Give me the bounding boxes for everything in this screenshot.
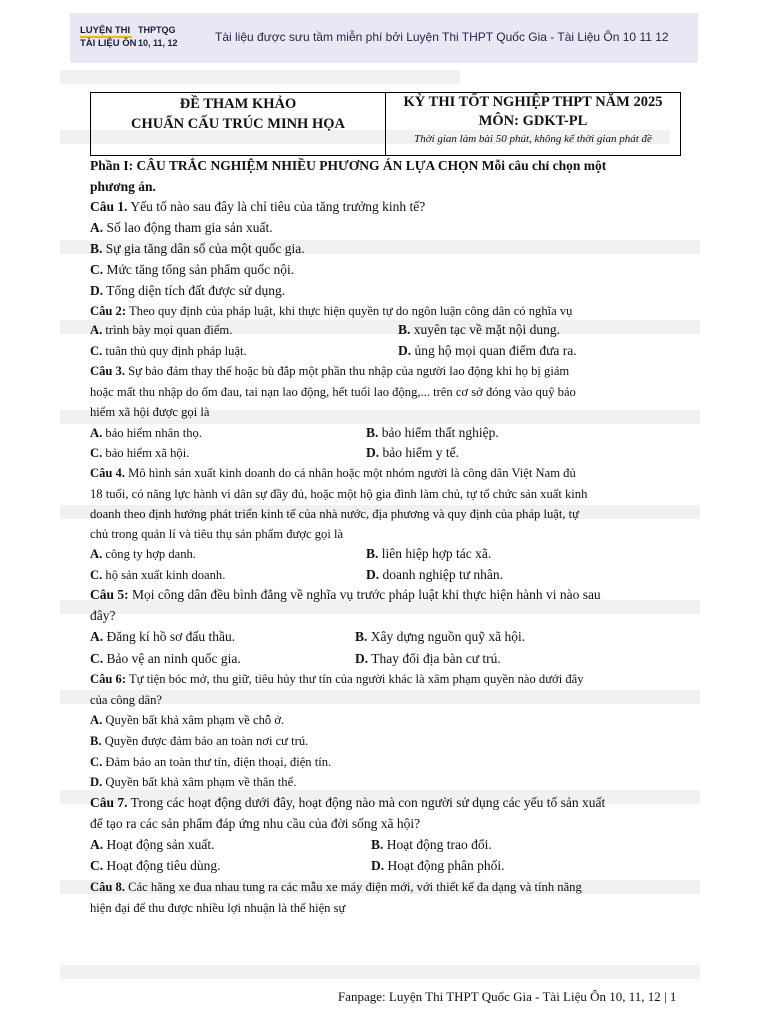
option-key: D. bbox=[90, 775, 103, 789]
option-key: A. bbox=[90, 713, 103, 727]
option-text: bảo hiểm nhân thọ. bbox=[102, 426, 202, 440]
question-text-cont: hiểm xã hội được gọi là bbox=[90, 405, 210, 419]
answer-option bbox=[366, 566, 503, 584]
option-key: B. bbox=[355, 629, 368, 644]
answer-option bbox=[90, 545, 196, 563]
option-text: Mức tăng tổng sản phẩm quốc nội. bbox=[103, 262, 295, 277]
option-key: C. bbox=[90, 262, 104, 277]
option-text: Hoạt động phân phối. bbox=[384, 858, 505, 873]
question-text: Mọi công dân đều bình đẳng về nghĩa vụ trước pháp luật khi thực hiện hành vi nào sau bbox=[128, 587, 601, 602]
answer-option bbox=[355, 650, 501, 668]
answer-option bbox=[90, 240, 305, 258]
option-key: C. bbox=[90, 568, 103, 582]
answer-option bbox=[355, 628, 525, 646]
option-text: Thay đổi địa bàn cư trú. bbox=[368, 651, 501, 666]
part1-heading-cont bbox=[90, 178, 156, 196]
logo-line1: LUYỆN THI bbox=[80, 25, 131, 36]
question-label: Câu 2: bbox=[90, 304, 127, 318]
answer-option bbox=[366, 545, 491, 563]
part1-title: Phần I: CÂU TRẮC NGHIỆM NHIỀU PHƯƠNG ÁN LỰA CHỌN bbox=[90, 158, 479, 173]
question-stem bbox=[90, 670, 584, 688]
question-text-cont: đây? bbox=[90, 608, 116, 623]
question-text: Mô hình sản xuất kinh doanh do cá nhân hoặc một nhóm người là công dân Việt Nam đủ bbox=[125, 466, 576, 480]
option-text: doanh nghiệp tư nhân. bbox=[379, 567, 504, 582]
option-text: Số lao động tham gia sản xuất. bbox=[103, 220, 273, 235]
option-key: B. bbox=[366, 425, 379, 440]
question-text-cont: hoặc mất thu nhập do ốm đau, tai nạn lao động, hết tuổi lao động,... trên cơ sở đóng vào quỹ bảo bbox=[90, 385, 576, 399]
question-label: Câu 6: bbox=[90, 672, 127, 686]
option-text: Quyền bất khả xâm phạm về thân thể. bbox=[102, 775, 297, 789]
question-stem bbox=[90, 464, 576, 482]
option-text: bảo hiểm y tế. bbox=[379, 445, 459, 460]
logo-side1: THPTQG bbox=[138, 25, 176, 35]
option-key: A. bbox=[90, 547, 103, 561]
option-text: Sự gia tăng dân số của một quốc gia. bbox=[102, 241, 305, 256]
logo-side2: 10, 11, 12 bbox=[138, 38, 178, 48]
option-text: Hoạt động sản xuất. bbox=[103, 837, 215, 852]
answer-option bbox=[90, 711, 284, 729]
question-stem bbox=[90, 198, 425, 216]
option-key: A. bbox=[90, 220, 104, 235]
option-text: Quyền bất khả xâm phạm về chỗ ở. bbox=[102, 713, 285, 727]
answer-option bbox=[90, 424, 202, 442]
question-label: Câu 3. bbox=[90, 364, 125, 378]
option-key: A. bbox=[90, 837, 104, 852]
option-text: Tổng diện tích đất được sử dụng. bbox=[103, 283, 286, 298]
exam-subject: MÔN: GDKT-PL bbox=[478, 113, 588, 129]
answer-option bbox=[371, 836, 492, 854]
option-key: A. bbox=[90, 323, 103, 337]
answer-option bbox=[366, 424, 499, 442]
answer-option bbox=[90, 342, 247, 360]
exam-title: KỲ THI TỐT NGHIỆP THPT NĂM 2025 bbox=[403, 94, 663, 110]
site-logo bbox=[80, 23, 180, 53]
question-text: Trong các hoạt động dưới đây, hoạt động nào mà con người sử dụng các yếu tố sản xuất bbox=[127, 795, 606, 810]
question-stem bbox=[90, 362, 569, 380]
answer-option bbox=[90, 261, 294, 279]
question-text-cont: hiện đại để thu được nhiều lợi nhuận là thể hiện sự bbox=[90, 901, 346, 915]
question-text-cont: doanh theo định hướng phát triển kinh tế của nhà nước, địa phương và quy định của pháp luật, tự bbox=[90, 507, 580, 521]
banner-text: Tài liệu được sưu tầm miễn phí bởi Luyện Thi THPT Quốc Gia - Tài Liệu Ôn 10 11 12 bbox=[215, 30, 669, 44]
answer-option bbox=[90, 773, 296, 791]
option-key: C. bbox=[90, 858, 104, 873]
part1-instruction: Mỗi câu chỉ chọn một bbox=[478, 158, 607, 173]
option-key: B. bbox=[366, 546, 379, 561]
option-text: Đăng kí hồ sơ đấu thầu. bbox=[103, 629, 236, 644]
question-label: Câu 1. bbox=[90, 199, 128, 214]
option-text: Xây dựng nguồn quỹ xã hội. bbox=[367, 629, 526, 644]
question-stem bbox=[90, 302, 572, 320]
option-key: D. bbox=[90, 283, 104, 298]
option-key: B. bbox=[90, 734, 102, 748]
option-text: Bảo vệ an ninh quốc gia. bbox=[103, 651, 241, 666]
option-key: A. bbox=[90, 629, 104, 644]
option-key: D. bbox=[355, 651, 369, 666]
answer-option bbox=[398, 342, 577, 360]
option-key: B. bbox=[398, 322, 411, 337]
answer-option bbox=[90, 753, 331, 771]
question-text-cont: 18 tuổi, có năng lực hành vi dân sự đầy đủ, hoặc một hộ gia đình làm chủ, tự tổ chức sản xuất kinh bbox=[90, 487, 588, 501]
option-key: B. bbox=[371, 837, 384, 852]
question-text-cont: chủ trong quản lí và tiêu thụ sản phẩm được gọi là bbox=[90, 527, 344, 541]
answer-option bbox=[90, 282, 285, 300]
option-key: A. bbox=[90, 426, 103, 440]
option-text: Hoạt động trao đổi. bbox=[383, 837, 492, 852]
answer-option bbox=[90, 444, 189, 462]
question-label: Câu 5: bbox=[90, 587, 129, 602]
option-text: ủng hộ mọi quan điểm đưa ra. bbox=[411, 343, 577, 358]
question-text-cont: của công dân? bbox=[90, 693, 163, 707]
option-text: Hoạt động tiêu dùng. bbox=[103, 858, 221, 873]
question-text: Tự tiện bóc mở, thu giữ, tiêu hủy thư tín của người khác là xâm phạm quyền nào dưới đây bbox=[126, 672, 584, 686]
option-text: trình bày mọi quan điểm. bbox=[102, 323, 233, 337]
question-stem bbox=[90, 878, 582, 896]
answer-option bbox=[90, 650, 241, 668]
logo-line2: TÀI LIỆU ÔN bbox=[80, 38, 137, 49]
option-key: C. bbox=[90, 344, 103, 358]
question-text: Sự bảo đảm thay thế hoặc bù đắp một phần thu nhập của người lao động khi họ bị giảm bbox=[125, 364, 570, 378]
answer-option bbox=[90, 628, 235, 646]
exam-duration: Thời gian làm bài 50 phút, không kể thời gian phát đề bbox=[414, 133, 652, 145]
option-key: C. bbox=[90, 755, 103, 769]
exam-header-table bbox=[90, 92, 681, 156]
exam-standard: CHUẨN CẤU TRÚC MINH HỌA bbox=[130, 116, 345, 132]
option-text: liên hiệp hợp tác xã. bbox=[378, 546, 492, 561]
option-key: D. bbox=[366, 445, 380, 460]
option-text: xuyên tạc về mặt nội dung. bbox=[410, 322, 560, 337]
exam-header-left bbox=[91, 93, 386, 155]
answer-option bbox=[90, 732, 308, 750]
question-stem bbox=[90, 586, 601, 604]
question-text: Yếu tố nào sau đây là chỉ tiêu của tăng trưởng kinh tế? bbox=[127, 199, 426, 214]
answer-option bbox=[90, 219, 273, 237]
question-text-cont: để tạo ra các sản phẩm đáp ứng nhu cầu của đời sống xã hội? bbox=[90, 816, 421, 831]
option-text: công ty hợp danh. bbox=[102, 547, 197, 561]
option-text: bảo hiểm xã hội. bbox=[102, 446, 190, 460]
question-label: Câu 7. bbox=[90, 795, 128, 810]
part1-instruction-cont: phương án. bbox=[90, 179, 156, 194]
option-text: hộ sản xuất kinh doanh. bbox=[102, 568, 226, 582]
header-banner bbox=[70, 13, 698, 63]
answer-option bbox=[366, 444, 459, 462]
question-label: Câu 4. bbox=[90, 466, 125, 480]
option-key: D. bbox=[398, 343, 412, 358]
answer-option bbox=[90, 836, 214, 854]
option-key: C. bbox=[90, 651, 104, 666]
exam-header-right bbox=[386, 93, 680, 155]
answer-option bbox=[398, 321, 560, 339]
option-key: D. bbox=[371, 858, 385, 873]
page-footer: Fanpage: Luyện Thi THPT Quốc Gia - Tài Liệu Ôn 10, 11, 12 | 1 bbox=[338, 989, 677, 1004]
answer-option bbox=[90, 566, 225, 584]
answer-option bbox=[90, 857, 221, 875]
answer-option bbox=[90, 321, 232, 339]
option-text: Quyền được đảm bảo an toàn nơi cư trú. bbox=[101, 734, 309, 748]
option-key: B. bbox=[90, 241, 103, 256]
option-text: bảo hiểm thất nghiệp. bbox=[378, 425, 499, 440]
answer-option bbox=[371, 857, 505, 875]
question-text: Các hãng xe đua nhau tung ra các mẫu xe máy điện mới, với thiết kế đa dạng và tính năng bbox=[125, 880, 582, 894]
option-key: C. bbox=[90, 446, 103, 460]
option-text: Đảm bảo an toàn thư tín, điện thoại, điện tín. bbox=[102, 755, 332, 769]
question-text: Theo quy định của pháp luật, khi thực hiện quyền tự do ngôn luận công dân có nghĩa vụ bbox=[126, 304, 573, 318]
question-label: Câu 8. bbox=[90, 880, 125, 894]
option-text: tuân thủ quy định pháp luật. bbox=[102, 344, 247, 358]
option-key: D. bbox=[366, 567, 380, 582]
part1-heading bbox=[90, 157, 606, 175]
exam-type: ĐỀ THAM KHẢO bbox=[179, 96, 297, 112]
question-stem bbox=[90, 794, 605, 812]
